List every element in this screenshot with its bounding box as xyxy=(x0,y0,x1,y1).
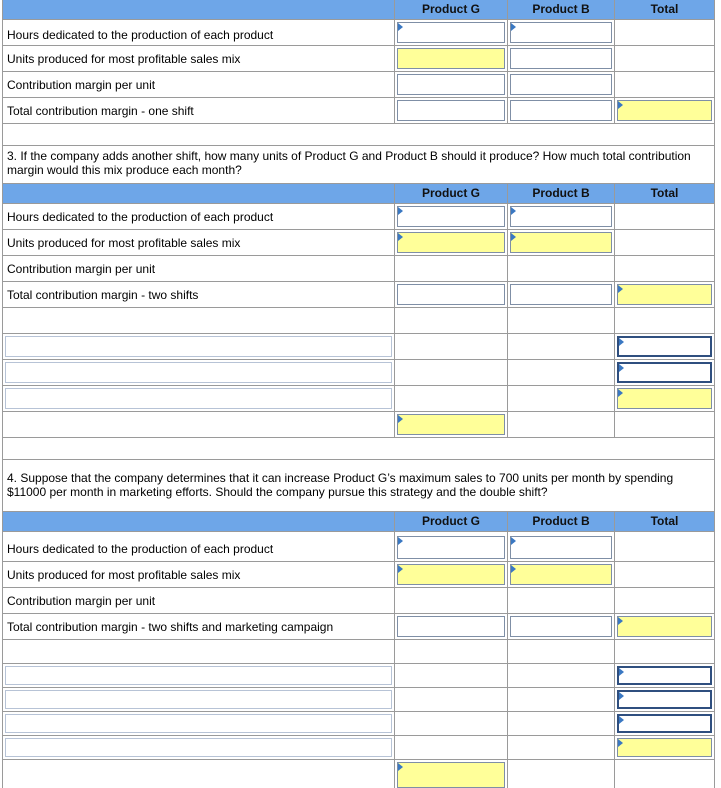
row-label: Units produced for most profitable sales mix xyxy=(2,46,395,72)
cell xyxy=(2,640,395,664)
cell xyxy=(395,46,508,72)
cell xyxy=(508,614,615,640)
cell xyxy=(395,20,508,46)
cell xyxy=(395,360,508,386)
input-marker-icon xyxy=(398,233,403,241)
header-blank xyxy=(2,0,395,20)
cell xyxy=(508,688,615,712)
input-marker-icon xyxy=(618,285,623,293)
cell xyxy=(615,98,715,124)
header-blank xyxy=(2,184,395,204)
table-row xyxy=(2,412,715,438)
s3-extra-label-input-2[interactable] xyxy=(5,362,392,383)
table-header xyxy=(2,512,715,532)
table-row xyxy=(2,562,715,588)
table-row xyxy=(2,360,715,386)
cell xyxy=(615,712,715,736)
cell xyxy=(395,736,508,760)
s3-total-g-input[interactable] xyxy=(397,284,505,305)
cell xyxy=(508,230,615,256)
input-marker-icon xyxy=(511,233,516,241)
s4-extra-label-input-1[interactable] xyxy=(5,666,392,685)
table-row xyxy=(2,712,715,736)
row-label: Hours dedicated to the production of each product xyxy=(2,204,395,230)
cell xyxy=(508,360,615,386)
cell xyxy=(615,20,715,46)
s3-extra-total-input-2[interactable] xyxy=(617,362,712,383)
s3-extra-total-input-1[interactable] xyxy=(617,336,712,357)
cell xyxy=(615,46,715,72)
cell xyxy=(508,98,615,124)
s4-extra-label-input-3[interactable] xyxy=(5,714,392,733)
cell xyxy=(508,72,615,98)
cell xyxy=(615,282,715,308)
s4-units-b-input[interactable] xyxy=(510,564,612,585)
s1-total-b-input[interactable] xyxy=(510,100,612,121)
cell xyxy=(395,412,508,438)
cell xyxy=(395,640,508,664)
s3-decision-input[interactable] xyxy=(397,414,505,435)
cell xyxy=(615,640,715,664)
table-row xyxy=(2,640,715,664)
cell xyxy=(615,588,715,614)
input-marker-icon xyxy=(398,763,403,771)
cell xyxy=(2,386,395,412)
table-header xyxy=(2,0,715,20)
input-marker-icon xyxy=(618,617,623,625)
row-label: Hours dedicated to the production of each product xyxy=(2,532,395,562)
table-row xyxy=(2,532,715,562)
cell xyxy=(395,256,508,282)
s1-total-g-input[interactable] xyxy=(397,100,505,121)
input-marker-icon xyxy=(619,716,624,724)
s4-extra-total-input-1[interactable] xyxy=(617,666,712,685)
s1-units-b-input[interactable] xyxy=(510,48,612,69)
input-marker-icon xyxy=(618,739,623,747)
s3-total-cm-input[interactable] xyxy=(617,284,712,305)
row-label: Hours dedicated to the production of each product xyxy=(2,20,395,46)
cell xyxy=(395,282,508,308)
cell xyxy=(395,688,508,712)
row-label: Units produced for most profitable sales mix xyxy=(2,230,395,256)
cell xyxy=(615,532,715,562)
table-row xyxy=(2,664,715,688)
cell xyxy=(508,640,615,664)
s1-hours-g-input[interactable] xyxy=(397,22,505,43)
header-product-g: Product G xyxy=(395,512,508,532)
cell xyxy=(508,46,615,72)
table-row xyxy=(2,386,715,412)
s3-hours-g-input[interactable] xyxy=(397,206,505,227)
header-total: Total xyxy=(615,0,715,20)
cell xyxy=(508,308,615,334)
cell xyxy=(508,20,615,46)
question-3-text: 3. If the company adds another shift, how many units of Product G and Product B should it produce? How much total contribution margin would this mix produce each month? xyxy=(2,146,715,184)
cell xyxy=(2,334,395,360)
s1-cm-b-input[interactable] xyxy=(510,74,612,95)
input-marker-icon xyxy=(398,23,403,31)
s4-extra-total-input-3[interactable] xyxy=(617,714,712,733)
row-label: Contribution margin per unit xyxy=(2,588,395,614)
s3-extra-label-input-1[interactable] xyxy=(5,336,392,357)
header-total: Total xyxy=(615,512,715,532)
cell xyxy=(508,664,615,688)
s4-total-b-input[interactable] xyxy=(510,616,612,637)
s4-decision-input[interactable] xyxy=(397,762,505,788)
cell xyxy=(615,760,715,788)
cell xyxy=(615,360,715,386)
cell xyxy=(615,688,715,712)
spacer-row xyxy=(2,124,715,146)
table-row xyxy=(2,256,715,282)
cell xyxy=(395,308,508,334)
input-marker-icon xyxy=(511,207,516,215)
input-marker-icon xyxy=(398,565,403,573)
cell xyxy=(508,204,615,230)
cell xyxy=(508,532,615,562)
cell xyxy=(615,230,715,256)
cell xyxy=(2,412,395,438)
cell xyxy=(395,204,508,230)
cell xyxy=(615,204,715,230)
s4-total-cm-input[interactable] xyxy=(617,616,712,637)
s4-hours-g-input[interactable] xyxy=(397,536,505,559)
input-marker-icon xyxy=(619,364,624,372)
s3-units-g-input[interactable] xyxy=(397,232,505,253)
input-marker-icon xyxy=(398,537,403,545)
header-product-g: Product G xyxy=(395,0,508,20)
table-row xyxy=(2,334,715,360)
cell xyxy=(395,334,508,360)
table-row xyxy=(2,98,715,124)
cell xyxy=(2,360,395,386)
table-row xyxy=(2,46,715,72)
cell xyxy=(508,412,615,438)
cell xyxy=(395,386,508,412)
cell xyxy=(508,712,615,736)
s4-extra-total-input-4[interactable] xyxy=(617,738,712,757)
row-label: Contribution margin per unit xyxy=(2,256,395,282)
s4-extra-label-input-4[interactable] xyxy=(5,738,392,757)
row-label: Total contribution margin - two shifts and marketing campaign xyxy=(2,614,395,640)
cell xyxy=(615,412,715,438)
input-marker-icon xyxy=(511,537,516,545)
cell xyxy=(2,688,395,712)
s3-extra-total-input-3[interactable] xyxy=(617,388,712,409)
row-label: Units produced for most profitable sales mix xyxy=(2,562,395,588)
cell xyxy=(2,664,395,688)
cell xyxy=(2,760,395,788)
input-marker-icon xyxy=(619,692,624,700)
cell xyxy=(508,562,615,588)
cell xyxy=(395,230,508,256)
table-header xyxy=(2,184,715,204)
cell xyxy=(508,282,615,308)
cell xyxy=(615,308,715,334)
cell xyxy=(615,256,715,282)
s4-extra-label-input-2[interactable] xyxy=(5,690,392,709)
s3-units-b-input[interactable] xyxy=(510,232,612,253)
table-row xyxy=(2,308,715,334)
table-row xyxy=(2,760,715,788)
cell xyxy=(508,256,615,282)
s1-total-cm-input[interactable] xyxy=(617,100,712,121)
cell xyxy=(2,736,395,760)
cell xyxy=(395,588,508,614)
s4-total-g-input[interactable] xyxy=(397,616,505,637)
cell xyxy=(395,760,508,788)
cell xyxy=(2,308,395,334)
input-marker-icon xyxy=(618,101,623,109)
table-row xyxy=(2,72,715,98)
cell xyxy=(615,736,715,760)
table-row xyxy=(2,282,715,308)
table-row xyxy=(2,736,715,760)
cell xyxy=(615,72,715,98)
input-marker-icon xyxy=(619,668,624,676)
table-row xyxy=(2,614,715,640)
cell xyxy=(508,334,615,360)
input-marker-icon xyxy=(511,23,516,31)
input-marker-icon xyxy=(398,207,403,215)
header-blank xyxy=(2,512,395,532)
cell xyxy=(508,736,615,760)
s3-total-b-input[interactable] xyxy=(510,284,612,305)
header-product-b: Product B xyxy=(508,184,615,204)
cell xyxy=(508,588,615,614)
input-marker-icon xyxy=(511,565,516,573)
s4-hours-b-input[interactable] xyxy=(510,536,612,559)
cell xyxy=(395,532,508,562)
header-total: Total xyxy=(615,184,715,204)
table-row xyxy=(2,688,715,712)
row-label: Total contribution margin - two shifts xyxy=(2,282,395,308)
question-4-text: 4. Suppose that the company determines that it can increase Product G’s maximum sales to 700 units per month by spending $11000 per month in marketing efforts. Should the company pursue this strategy and the double shift? xyxy=(2,460,715,512)
cell xyxy=(615,334,715,360)
row-label: Total contribution margin - one shift xyxy=(2,98,395,124)
cell xyxy=(395,712,508,736)
spacer-row xyxy=(2,438,715,460)
header-product-b: Product B xyxy=(508,512,615,532)
s1-cm-g-input[interactable] xyxy=(397,74,505,95)
cell xyxy=(395,98,508,124)
s3-extra-label-input-3[interactable] xyxy=(5,388,392,409)
s1-hours-b-input[interactable] xyxy=(510,22,612,43)
s3-hours-b-input[interactable] xyxy=(510,206,612,227)
cell xyxy=(395,614,508,640)
s4-units-g-input[interactable] xyxy=(397,564,505,585)
input-marker-icon xyxy=(618,389,623,397)
row-label: Contribution margin per unit xyxy=(2,72,395,98)
cell xyxy=(395,562,508,588)
input-marker-icon xyxy=(619,338,624,346)
header-product-b: Product B xyxy=(508,0,615,20)
cell xyxy=(508,760,615,788)
cell xyxy=(615,562,715,588)
header-product-g: Product G xyxy=(395,184,508,204)
cell xyxy=(395,664,508,688)
cell xyxy=(2,712,395,736)
cell xyxy=(395,72,508,98)
table-row xyxy=(2,230,715,256)
cell xyxy=(508,386,615,412)
cell xyxy=(615,386,715,412)
s4-extra-total-input-2[interactable] xyxy=(617,690,712,709)
table-row xyxy=(2,588,715,614)
input-marker-icon xyxy=(398,415,403,423)
cell xyxy=(615,614,715,640)
table-row xyxy=(2,204,715,230)
cell xyxy=(615,664,715,688)
s1-units-g-input[interactable] xyxy=(397,48,505,69)
table-row xyxy=(2,20,715,46)
